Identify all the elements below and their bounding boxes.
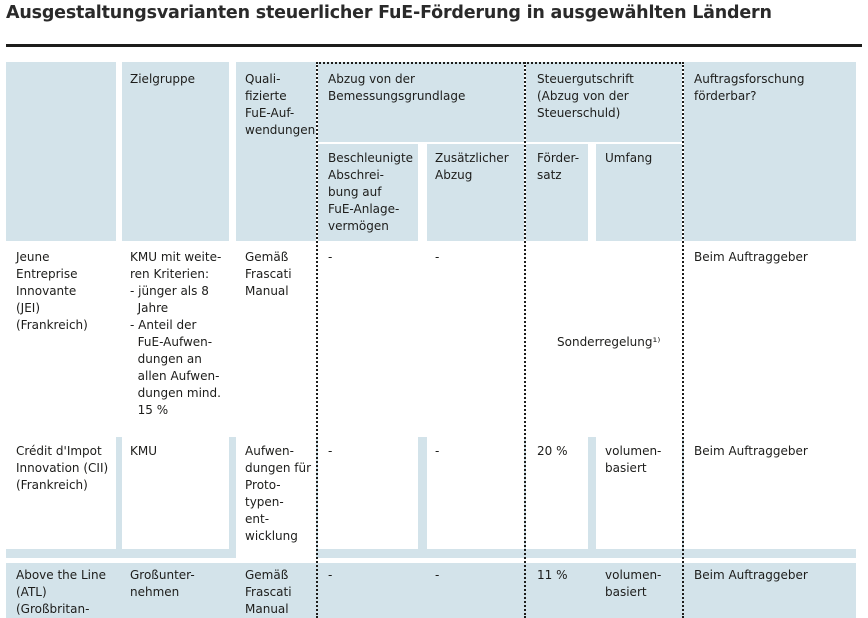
dotted-separator <box>682 62 684 618</box>
row3-beschleunigte: - <box>328 568 333 582</box>
row2-beschleunigte-cell <box>318 437 418 549</box>
row3-name: Above the Line (ATL) (Großbritan- <box>16 568 106 616</box>
header-auftragsforschung: Auftragsforschung förderbar? <box>694 72 805 103</box>
row1-auftragsforschung: Beim Auftraggeber <box>694 250 808 264</box>
page-title: Ausgestaltungsvarianten steuerlicher FuE-Förderung in ausgewählten Ländern <box>6 3 772 23</box>
row3-zielgruppe: Großunter- nehmen <box>130 568 195 599</box>
header-zielgruppe: Zielgruppe <box>130 72 196 86</box>
row1-name: Jeune Entreprise Innovante (JEI) (Frankreich) <box>16 250 88 332</box>
dotted-separator-top <box>316 62 684 64</box>
header-foerdersatz: Förder- satz <box>537 151 580 182</box>
header-umfang: Umfang <box>605 151 653 165</box>
row1-beschleunigte: - <box>328 250 333 264</box>
dotted-separator <box>316 62 318 618</box>
header-zielgruppe-cell <box>122 62 229 241</box>
row2-zusaetzlicher: - <box>435 444 440 458</box>
row2-qualifizierte: Aufwen- dungen für Proto- typen- ent- wicklung <box>245 444 312 543</box>
row1-sonderregelung: Sonderregelung¹⁾ <box>557 335 661 349</box>
header-corner-cell <box>6 62 116 241</box>
header-beschleunigte: Beschleunigte Abschrei- bung auf FuE-Anlage- vermögen <box>328 151 414 233</box>
row3-umfang: volumen- basiert <box>605 568 662 599</box>
header-steuergutschrift: Steuergutschrift (Abzug von der Steuerschuld) <box>537 72 634 120</box>
row3-auftragsforschung: Beim Auftraggeber <box>694 568 808 582</box>
row1-zusaetzlicher: - <box>435 250 440 264</box>
row2-zielgruppe: KMU <box>130 444 158 458</box>
row3-zusaetzlicher: - <box>435 568 440 582</box>
header-qualifizierte: Quali- fizierte FuE-Auf- wendungen <box>245 72 316 137</box>
row2-foerdersatz: 20 % <box>537 444 568 458</box>
row2-zusaetzlicher-cell <box>427 437 524 549</box>
row1-zielgruppe: KMU mit weite- ren Kriterien: - jünger als 8 Jahre - Anteil der FuE-Aufwen- dungen an allen Aufwen- dungen mind. 15 % <box>130 250 222 417</box>
row2-umfang: volumen- basiert <box>605 444 662 475</box>
row3-qualifizierte: Gemäß Frascati Manual <box>245 568 292 616</box>
row1-qualifizierte: Gemäß Frascati Manual <box>245 250 292 298</box>
header-zusaetzlicher: Zusätzlicher Abzug <box>435 151 509 182</box>
row2-name: Crédit d'Impot Innovation (CII) (Frankreich) <box>16 444 109 492</box>
row2-auftragsforschung: Beim Auftraggeber <box>694 444 808 458</box>
header-abzug: Abzug von der Bemessungsgrundlage <box>328 72 466 103</box>
dotted-separator <box>524 62 526 618</box>
row2-beschleunigte: - <box>328 444 333 458</box>
row3-foerdersatz: 11 % <box>537 568 568 582</box>
title-rule <box>6 44 862 47</box>
